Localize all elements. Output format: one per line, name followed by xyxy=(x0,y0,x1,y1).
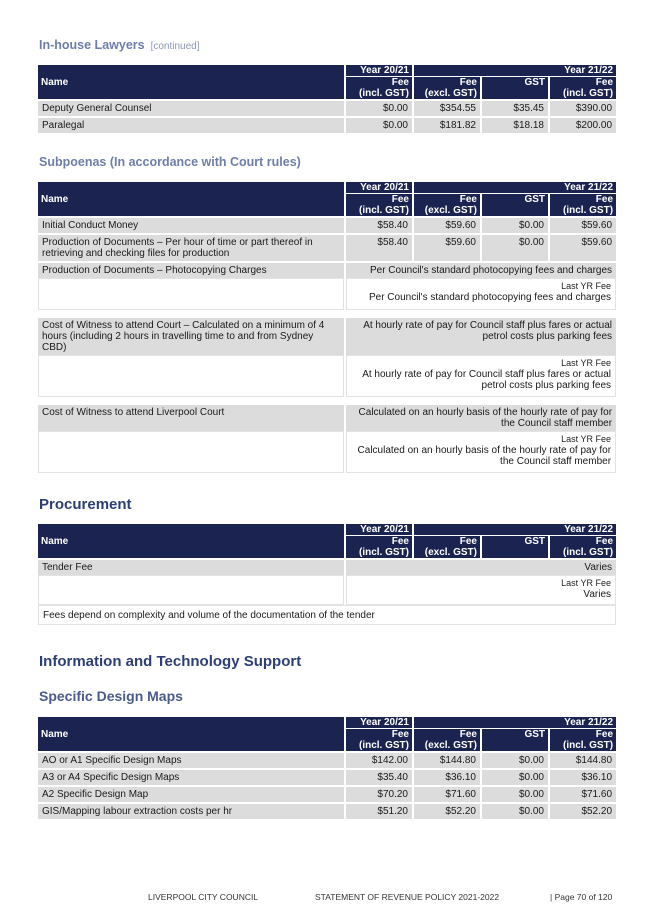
maps-table xyxy=(36,717,618,819)
inhouse-table xyxy=(36,65,618,133)
row-incl: $36.10 xyxy=(550,770,616,785)
row-gst: $0.00 xyxy=(482,218,548,233)
row-gst: $0.00 xyxy=(482,787,548,802)
col-gst: GST xyxy=(482,536,548,558)
row-last-year xyxy=(346,355,616,397)
last-year-row xyxy=(38,278,616,310)
section-title-procurement: Procurement xyxy=(39,496,132,513)
col-fee-incl-prev: Fee (incl. GST) xyxy=(346,729,412,751)
row-last-year xyxy=(346,278,616,310)
row-prev: $58.40 xyxy=(346,235,412,261)
row-prev: $142.00 xyxy=(346,753,412,768)
row-gst: $0.00 xyxy=(482,235,548,261)
row-name: Paralegal xyxy=(38,118,344,133)
col-fee-incl-prev: Fee (incl. GST) xyxy=(346,77,412,99)
section-title-inhouse xyxy=(39,38,200,52)
col-gst: GST xyxy=(482,729,548,751)
row-excl: $59.60 xyxy=(414,235,480,261)
table-row xyxy=(38,770,616,785)
col-fee-incl-next: Fee (incl. GST) xyxy=(550,729,616,751)
row-value: At hourly rate of pay for Council staff plus fares or actual petrol costs plus parking fees xyxy=(346,318,616,355)
table-row xyxy=(38,101,616,116)
row-name: GIS/Mapping labour extraction costs per hr xyxy=(38,804,344,819)
row-last-year xyxy=(346,575,616,605)
row-excl: $52.20 xyxy=(414,804,480,819)
table-row xyxy=(38,804,616,819)
row-prev: $0.00 xyxy=(346,101,412,116)
col-year-next: Year 21/22 xyxy=(414,717,616,729)
table-row xyxy=(38,318,616,355)
last-year-value: Calculated on an hourly basis of the hourly rate of pay for the Council staff member xyxy=(357,445,612,467)
row-empty xyxy=(38,431,344,473)
col-year-prev: Year 20/21 xyxy=(346,524,412,536)
row-prev: $70.20 xyxy=(346,787,412,802)
row-incl: $59.60 xyxy=(550,218,616,233)
procurement-table xyxy=(36,524,618,625)
col-name: Name xyxy=(38,524,344,558)
col-name: Name xyxy=(38,65,344,99)
last-year-row xyxy=(38,355,616,397)
row-gst: $35.45 xyxy=(482,101,548,116)
col-fee-excl: Fee (excl. GST) xyxy=(414,77,480,99)
row-last-year xyxy=(346,431,616,473)
table-row xyxy=(38,753,616,768)
row-name: A3 or A4 Specific Design Maps xyxy=(38,770,344,785)
row-excl: $71.60 xyxy=(414,787,480,802)
row-incl: $200.00 xyxy=(550,118,616,133)
table-row xyxy=(38,405,616,431)
row-name: Deputy General Counsel xyxy=(38,101,344,116)
col-year-next: Year 21/22 xyxy=(414,182,616,194)
row-gst: $0.00 xyxy=(482,770,548,785)
col-fee-incl-prev: Fee (incl. GST) xyxy=(346,194,412,216)
row-incl: $390.00 xyxy=(550,101,616,116)
row-empty xyxy=(38,278,344,310)
row-incl: $52.20 xyxy=(550,804,616,819)
row-empty xyxy=(38,575,344,605)
last-year-row xyxy=(38,431,616,473)
row-excl: $354.55 xyxy=(414,101,480,116)
footer-page: | Page 70 of 120 xyxy=(550,892,613,902)
row-incl: $144.80 xyxy=(550,753,616,768)
table-row xyxy=(38,235,616,261)
col-name: Name xyxy=(38,717,344,751)
note-row xyxy=(38,605,616,625)
col-name: Name xyxy=(38,182,344,216)
continued-label: [continued] xyxy=(150,41,200,52)
table-row xyxy=(38,118,616,133)
subpoenas-table xyxy=(36,182,618,473)
last-year-label: Last YR Fee xyxy=(561,434,612,444)
row-incl: $71.60 xyxy=(550,787,616,802)
row-name: Production of Documents – Per hour of time or part thereof in retrieving and checking files for production xyxy=(38,235,344,261)
row-name: A2 Specific Design Map xyxy=(38,787,344,802)
table-row xyxy=(38,218,616,233)
last-year-value: At hourly rate of pay for Council staff plus fares or actual petrol costs plus parking fees xyxy=(362,369,612,391)
row-name: Tender Fee xyxy=(38,560,344,575)
col-year-prev: Year 20/21 xyxy=(346,65,412,77)
section-title-maps: Specific Design Maps xyxy=(39,688,183,704)
row-prev: $35.40 xyxy=(346,770,412,785)
section-title-subpoenas: Subpoenas (In accordance with Court rules) xyxy=(39,155,301,169)
row-name: Cost of Witness to attend Court – Calculated on a minimum of 4 hours (including 2 hours in travelling time to and from Sydney CBD) xyxy=(38,318,344,355)
last-year-label: Last YR Fee xyxy=(561,281,612,291)
col-gst: GST xyxy=(482,194,548,216)
row-prev: $0.00 xyxy=(346,118,412,133)
table-row xyxy=(38,560,616,575)
last-year-row xyxy=(38,575,616,605)
row-value: Varies xyxy=(346,560,616,575)
col-fee-excl: Fee (excl. GST) xyxy=(414,194,480,216)
row-excl: $36.10 xyxy=(414,770,480,785)
row-prev: $51.20 xyxy=(346,804,412,819)
col-year-prev: Year 20/21 xyxy=(346,182,412,194)
row-name: Cost of Witness to attend Liverpool Court xyxy=(38,405,344,431)
row-empty xyxy=(38,355,344,397)
procurement-note: Fees depend on complexity and volume of the documentation of the tender xyxy=(38,605,616,625)
row-excl: $59.60 xyxy=(414,218,480,233)
row-name: AO or A1 Specific Design Maps xyxy=(38,753,344,768)
row-gst: $0.00 xyxy=(482,804,548,819)
section-title-it: Information and Technology Support xyxy=(39,653,302,670)
col-fee-incl-prev: Fee (incl. GST) xyxy=(346,536,412,558)
row-incl: $59.60 xyxy=(550,235,616,261)
row-name: Production of Documents – Photocopying Charges xyxy=(38,263,344,278)
row-value: Per Council's standard photocopying fees and charges xyxy=(346,263,616,278)
table-row xyxy=(38,263,616,278)
row-gst: $18.18 xyxy=(482,118,548,133)
row-excl: $144.80 xyxy=(414,753,480,768)
last-year-label: Last YR Fee xyxy=(561,358,612,368)
col-year-next: Year 21/22 xyxy=(414,65,616,77)
col-gst: GST xyxy=(482,77,548,99)
row-prev: $58.40 xyxy=(346,218,412,233)
row-name: Initial Conduct Money xyxy=(38,218,344,233)
col-fee-incl-next: Fee (incl. GST) xyxy=(550,536,616,558)
row-value: Calculated on an hourly basis of the hourly rate of pay for the Council staff member xyxy=(346,405,616,431)
col-fee-excl: Fee (excl. GST) xyxy=(414,729,480,751)
last-year-value: Per Council's standard photocopying fees and charges xyxy=(368,292,612,303)
row-excl: $181.82 xyxy=(414,118,480,133)
col-year-prev: Year 20/21 xyxy=(346,717,412,729)
row-gst: $0.00 xyxy=(482,753,548,768)
col-year-next: Year 21/22 xyxy=(414,524,616,536)
footer-doc: STATEMENT OF REVENUE POLICY 2021-2022 xyxy=(315,892,500,902)
col-fee-excl: Fee (excl. GST) xyxy=(414,536,480,558)
col-fee-incl-next: Fee (incl. GST) xyxy=(550,194,616,216)
section-title-text: In-house Lawyers xyxy=(39,38,145,52)
last-year-value: Varies xyxy=(583,589,612,600)
last-year-label: Last YR Fee xyxy=(561,578,612,588)
col-fee-incl-next: Fee (incl. GST) xyxy=(550,77,616,99)
footer-org: LIVERPOOL CITY COUNCIL xyxy=(148,892,259,902)
table-row xyxy=(38,787,616,802)
